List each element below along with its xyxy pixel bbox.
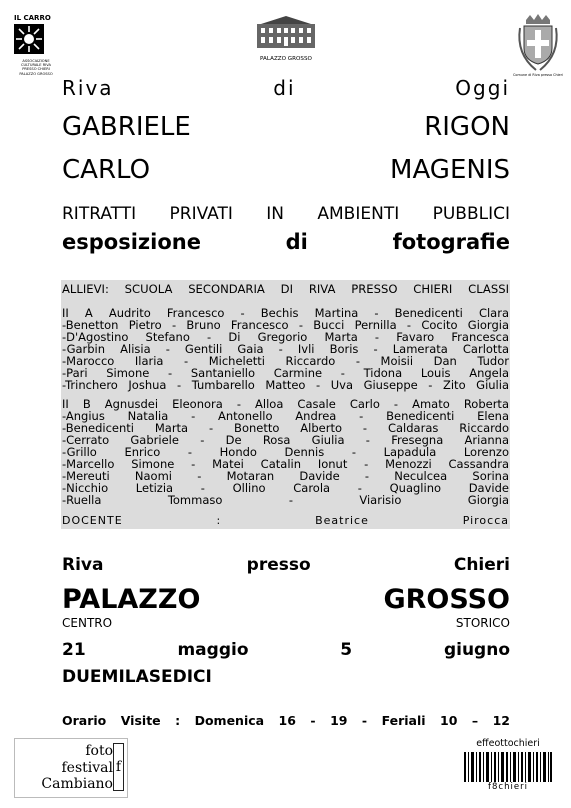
festival-word: Cambiano — [41, 776, 113, 792]
class-ii-a-list — [62, 307, 509, 391]
festival-word: festival — [61, 759, 113, 776]
palazzo-logo-caption: PALAZZO GROSSO — [260, 56, 312, 62]
class-ii-a-line: -Marocco Ilaria - Micheletti Riccardo - Moisii Dan Tudor — [62, 354, 509, 369]
il-carro-subtitle: ASSOCIAZIONE CULTURALE RIVA PRESSO CHIERI PALAZZO GROSSO — [19, 59, 53, 76]
class-ii-a-line: -Benetton Pietro - Bruno Francesco - Bucci Pernilla - Cocito Giorgia — [62, 318, 509, 333]
venue-area: CENTRO STORICO — [62, 616, 510, 630]
class-ii-b-line: -Cerrato Gabriele - De Rosa Giulia - Fresegna Arianna — [62, 433, 509, 448]
festival-words — [19, 743, 113, 793]
festival-f-glyph: f — [113, 743, 124, 791]
effeottochieri-logo — [462, 738, 554, 796]
class-ii-b-line: -Mereuti Naomi - Motaran Davide - Neculcea Sorina — [62, 469, 509, 484]
il-carro-logo — [14, 14, 58, 76]
student-names: Audrito Francesco - Bechis Martina - Benedicenti Clara — [108, 306, 510, 320]
class-ii-b-line: -Marcello Simone - Matei Catalin Ionut - Menozzi Cassandra — [62, 457, 509, 472]
venue-building: PALAZZO GROSSO — [62, 584, 510, 615]
teacher-line — [62, 514, 509, 527]
foto-festival-cambiano-logo — [14, 738, 128, 798]
class-ii-a-line: -Trinchero Joshua - Tumbarello Matteo - Uva Giuseppe - Zito Giulia — [62, 378, 509, 393]
class-ii-b-line: -Nicchio Letizia - Ollino Carola - Quaglino Davide — [62, 481, 509, 496]
festival-word: foto — [85, 743, 113, 759]
class-ii-b-line: -Grillo Enrico - Hondo Dennis - Lapadula Lorenzo — [62, 445, 509, 460]
class-ii-b-line: -Ruella Tommaso - Viarisio Giorgia — [62, 493, 509, 508]
student-names: Agnusdei Eleonora - Alloa Casale Carlo - Amato Roberta — [104, 397, 509, 411]
class-ii-a-line: -Pari Simone - Santaniello Carmine - Tidona Louis Angela — [62, 366, 509, 381]
sun-icon — [14, 24, 44, 54]
opening-hours: Orario Visite : Domenica 16 - 19 - Feriali 10 – 12 — [62, 713, 510, 728]
class-ii-b-list — [62, 398, 509, 506]
class-label: II B — [62, 397, 91, 411]
photographer-name-2: CARLO MAGENIS — [62, 155, 510, 185]
teacher-name: Beatrice Pirocca — [315, 514, 509, 527]
comune-crest-icon — [513, 14, 563, 78]
class-ii-b-line: -Angius Natalia - Antonello Andrea - Benedicenti Elena — [62, 409, 509, 424]
palazzo-building-icon — [253, 14, 319, 50]
exhibition-dates: 21 maggio 5 giugno — [62, 640, 510, 660]
class-label: II A — [62, 306, 93, 320]
exhibition-subtitle: RITRATTI PRIVATI IN AMBIENTI PUBBLICI — [62, 204, 510, 224]
palazzo-grosso-logo — [250, 14, 322, 62]
students-heading: ALLIEVI: SCUOLA SECONDARIA DI RIVA PRESSO CHIERI CLASSI — [62, 282, 509, 296]
class-ii-b-line: -Benedicenti Marta - Bonetto Alberto - Caldaras Riccardo — [62, 421, 509, 436]
venue-town: Riva presso Chieri — [62, 555, 510, 575]
teacher-label: DOCENTE : — [62, 514, 222, 527]
il-carro-title: IL CARRO — [14, 14, 51, 22]
photographer-name-1: GABRIELE RIGON — [62, 112, 510, 142]
f8-code: f8chieri — [462, 782, 554, 792]
class-ii-a-line: -D'Agostino Stefano - Di Gregorio Marta - Favaro Francesca — [62, 330, 509, 345]
exhibition-type: esposizione di fotografie — [62, 230, 510, 254]
f8-name: effeottochieri — [476, 738, 540, 749]
class-ii-a-line: -Garbin Alisia - Gentili Gaia - Ivli Boris - Lamerata Carlotta — [62, 342, 509, 357]
comune-caption: Comune di Riva presso Chieri — [513, 73, 563, 77]
exhibition-year: DUEMILASEDICI — [62, 667, 212, 687]
event-title: Riva di Oggi — [62, 76, 510, 100]
